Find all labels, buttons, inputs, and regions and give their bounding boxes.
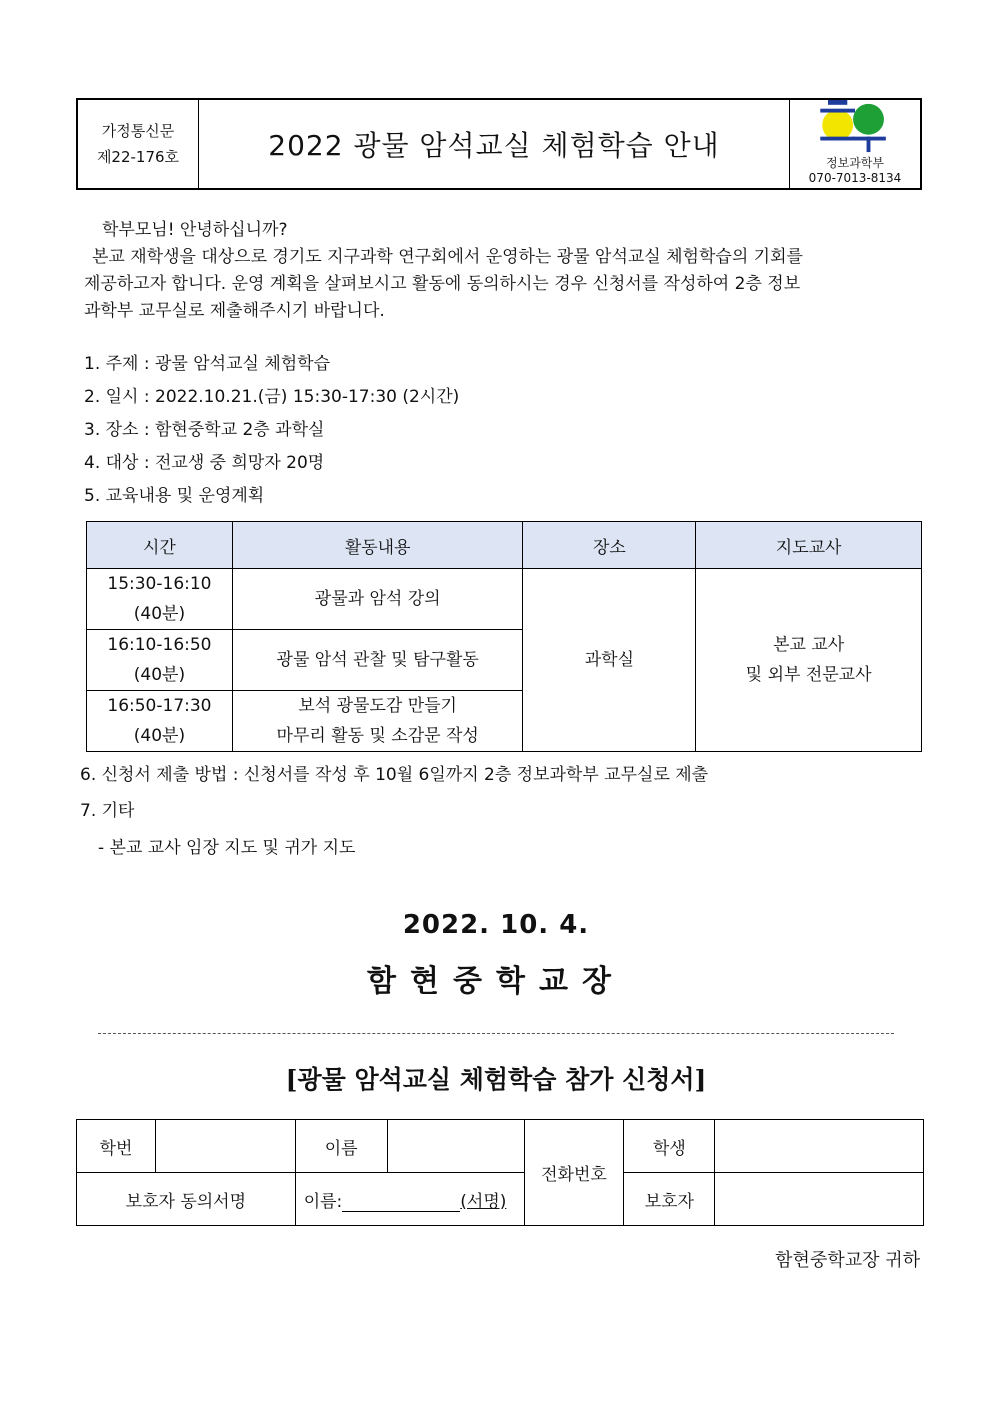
guardian-consent-label: 보호자 동의서명 — [77, 1173, 296, 1226]
header-activity: 활동내용 — [232, 522, 523, 569]
form-title: [광물 암석교실 체험학습 참가 신청서] — [285, 1065, 707, 1094]
item-topic: 1. 주제 : 광물 암석교실 체험학습 — [84, 354, 331, 374]
table-header-row — [87, 522, 922, 569]
item-plan: 5. 교육내용 및 운영계획 — [84, 486, 265, 506]
item-etc-detail: - 본교 교사 임장 지도 및 귀가 지도 — [98, 838, 356, 858]
activity-text: 보석 광물도감 만들기 — [298, 696, 457, 716]
activity-cell — [232, 691, 523, 752]
duration: (40분) — [133, 665, 186, 685]
cut-line — [98, 1033, 894, 1034]
department-name: 정보과학부 — [826, 156, 884, 170]
school-principal: 함현중학교장 — [367, 964, 625, 999]
document-title: 2022 광물 암석교실 체험학습 안내 — [268, 129, 720, 162]
item-target: 4. 대상 : 전교생 중 희망자 20명 — [84, 453, 325, 473]
schedule-table — [86, 521, 922, 752]
greeting: 학부모님! 안녕하십니까? — [102, 220, 288, 240]
activity-cell — [232, 630, 523, 691]
department-phone: 070-7013-8134 — [808, 171, 902, 185]
activity-text: 광물과 암석 강의 — [314, 589, 441, 609]
document-header — [76, 98, 922, 190]
phone-label: 전화번호 — [524, 1120, 624, 1226]
intro-line: 제공하고자 합니다. 운영 계획을 살펴보시고 활동에 동의하시는 경우 신청서를 작성하여 2층 정보 — [84, 274, 801, 294]
item-submission: 6. 신청서 제출 방법 : 신청서를 작성 후 10월 6일까지 2층 정보과학부 교무실로 제출 — [80, 765, 709, 785]
item-etc: 7. 기타 — [80, 801, 135, 821]
header-teacher: 지도교사 — [696, 522, 922, 569]
intro-line: 본교 재학생을 대상으로 경기도 지구과학 연구회에서 운영하는 광물 암석교실 체험학습의 기회를 — [92, 247, 803, 267]
guardian-signature-cell[interactable] — [295, 1173, 524, 1226]
teacher-line: 본교 교사 — [773, 635, 845, 655]
time-range: 16:50-17:30 — [107, 696, 212, 716]
student-phone-label: 학생 — [624, 1120, 715, 1173]
guardian-phone-field[interactable] — [715, 1173, 924, 1226]
time-cell — [87, 569, 233, 630]
signature-line[interactable] — [342, 1193, 460, 1212]
notice-number: 제22-176호 — [96, 148, 180, 166]
student-phone-field[interactable] — [715, 1120, 924, 1173]
time-range: 15:30-16:10 — [107, 574, 212, 594]
activity-cell — [232, 569, 523, 630]
school-logo-icon — [817, 100, 893, 154]
intro-line: 과학부 교무실로 제출해주시기 바랍니다. — [84, 301, 385, 321]
notice-category: 가정통신문 — [101, 122, 175, 140]
addressee: 함현중학교장 귀하 — [775, 1250, 920, 1271]
teacher-line: 및 외부 전문교사 — [745, 665, 872, 685]
guardian-name-label: 이름: — [303, 1191, 343, 1212]
notice-id-cell — [78, 100, 199, 188]
name-field[interactable] — [387, 1120, 524, 1173]
time-cell — [87, 630, 233, 691]
duration: (40분) — [133, 604, 186, 624]
item-location: 3. 장소 : 함현중학교 2층 과학실 — [84, 420, 325, 440]
place-cell: 과학실 — [523, 569, 696, 752]
signature-label: (서명) — [460, 1191, 507, 1212]
student-id-field[interactable] — [155, 1120, 295, 1173]
issue-date: 2022. 10. 4. — [402, 910, 590, 940]
activity-text: 광물 암석 관찰 및 탐구활동 — [276, 650, 479, 670]
activity-text: 마무리 활동 및 소감문 작성 — [276, 726, 479, 746]
guardian-phone-label: 보호자 — [624, 1173, 715, 1226]
form-row — [77, 1120, 924, 1173]
department-cell — [789, 100, 920, 188]
header-time: 시간 — [87, 522, 233, 569]
name-label: 이름 — [295, 1120, 387, 1173]
intro-paragraph — [84, 244, 910, 325]
time-range: 16:10-16:50 — [107, 635, 212, 655]
item-datetime: 2. 일시 : 2022.10.21.(금) 15:30-17:30 (2시간) — [84, 387, 460, 407]
teacher-cell — [696, 569, 922, 752]
form-row — [77, 1173, 924, 1226]
application-form — [76, 1119, 924, 1226]
table-row — [87, 569, 922, 630]
student-id-label: 학번 — [77, 1120, 156, 1173]
duration: (40분) — [133, 726, 186, 746]
time-cell — [87, 691, 233, 752]
header-place: 장소 — [523, 522, 696, 569]
